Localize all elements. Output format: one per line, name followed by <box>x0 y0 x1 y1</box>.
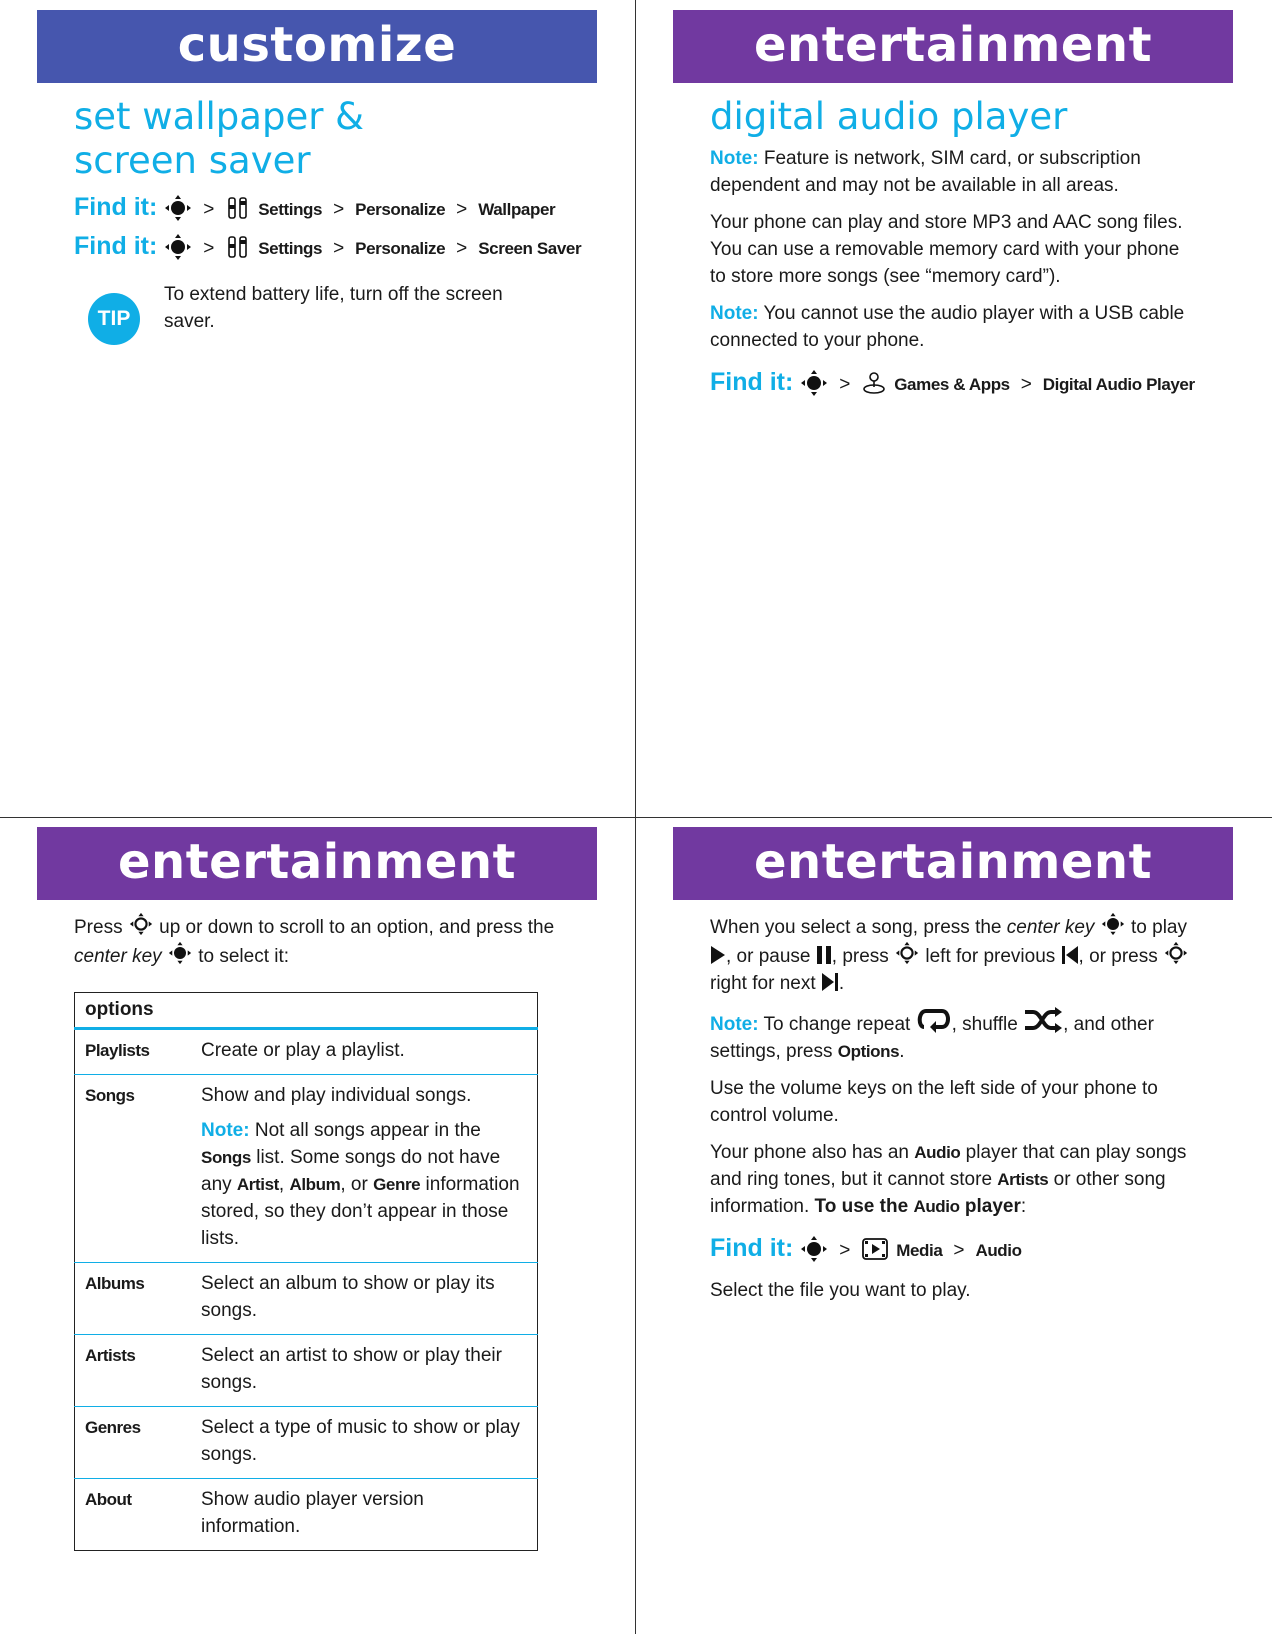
previous-track-icon <box>1061 945 1079 965</box>
page-customize <box>37 10 597 345</box>
nav-key-outline-icon <box>128 912 154 936</box>
horizontal-divider <box>0 817 1272 818</box>
select-file-paragraph: Select the file you want to play. <box>710 1280 971 1301</box>
audio-player-paragraph: Your phone also has an Audio player that can play songs and ring tones, but it cannot store Artists or other song information. To use the Audio player: <box>710 1142 1187 1217</box>
note-availability: Note: Feature is network, SIM card, or subscription dependent and may not be available in all areas. <box>710 148 1141 196</box>
options-table <box>74 992 538 1551</box>
volume-paragraph: Use the volume keys on the left side of your phone to control volume. <box>710 1078 1158 1126</box>
table-row: About Show audio player version information. <box>85 1489 424 1537</box>
page-options-table <box>37 827 597 1551</box>
nav-key-icon <box>800 369 828 397</box>
table-row: Artists Select an artist to show or play their songs. <box>75 1335 538 1407</box>
find-it-audio-player: Find it: > Games & Apps > Digital Audio Player <box>710 368 1195 396</box>
page-heading: digital audio player <box>710 95 1068 138</box>
games-joystick-icon <box>861 370 887 396</box>
shuffle-icon <box>1023 1007 1063 1033</box>
tip-box <box>74 281 557 345</box>
note-usb: Note: You cannot use the audio player with a USB cable connected to your phone. <box>710 303 1185 351</box>
table-row: Playlists Create or play a playlist. <box>75 1029 538 1075</box>
find-it-audio: Find it: > Media > Audio <box>710 1234 1022 1262</box>
table-row: Genres Select a type of music to show or play songs. <box>75 1407 538 1479</box>
page-heading: set wallpaper & screen saver <box>74 95 365 182</box>
page-digital-audio-player <box>673 10 1233 403</box>
find-it-wallpaper: Find it: > Settings > Personalize > Wallpaper <box>74 193 556 221</box>
center-key-icon <box>1100 912 1126 936</box>
settings-icon <box>225 195 251 221</box>
paragraph-song-files: Your phone can play and store MP3 and AAC song files. You can use a removable memory card with your phone to store more songs (see “memory card”). <box>710 212 1183 287</box>
tip-badge-icon: TIP <box>88 293 140 345</box>
center-key-icon <box>167 941 193 965</box>
repeat-icon <box>916 1007 952 1033</box>
settings-icon <box>225 234 251 260</box>
pause-icon <box>816 945 832 965</box>
nav-key-outline-icon <box>894 941 920 965</box>
section-banner: entertainment <box>673 10 1233 83</box>
play-icon <box>710 945 726 965</box>
media-icon <box>861 1237 889 1261</box>
find-it-screen-saver: Find it: > Settings > Personalize > Screen Saver <box>74 232 582 260</box>
section-banner: entertainment <box>673 827 1233 900</box>
section-banner: entertainment <box>37 827 597 900</box>
page-playback-controls <box>673 827 1233 1314</box>
songs-note: Note: Not all songs appear in the Songs list. Some songs do not have any Artist, Album, or Genre information stored, so they don’t appear in those lists. <box>201 1120 520 1249</box>
table-row: Albums Select an album to show or play its songs. <box>75 1263 538 1335</box>
table-header: options <box>75 993 538 1029</box>
intro-paragraph: Press up or down to scroll to an option, and press the center key to select it: <box>74 912 557 970</box>
tip-text: To extend battery life, turn off the screen saver. <box>164 284 503 332</box>
nav-key-icon <box>164 194 192 222</box>
nav-key-icon <box>800 1235 828 1263</box>
note-repeat-shuffle: Note: To change repeat , shuffle , and other settings, press Options. <box>710 1007 1193 1065</box>
nav-key-icon <box>164 233 192 261</box>
section-banner: customize <box>37 10 597 83</box>
next-track-icon <box>821 972 839 992</box>
playback-paragraph: When you select a song, press the center key to play , or pause , press left for previous , or press right for next . <box>710 912 1193 997</box>
nav-key-outline-icon <box>1163 941 1189 965</box>
table-row: Songs Show and play individual songs. Note: Not all songs appear in the Songs list. Some songs do not have any Artist, Album, or Genre information stored, so they don’t appear in those lists. <box>75 1075 538 1263</box>
